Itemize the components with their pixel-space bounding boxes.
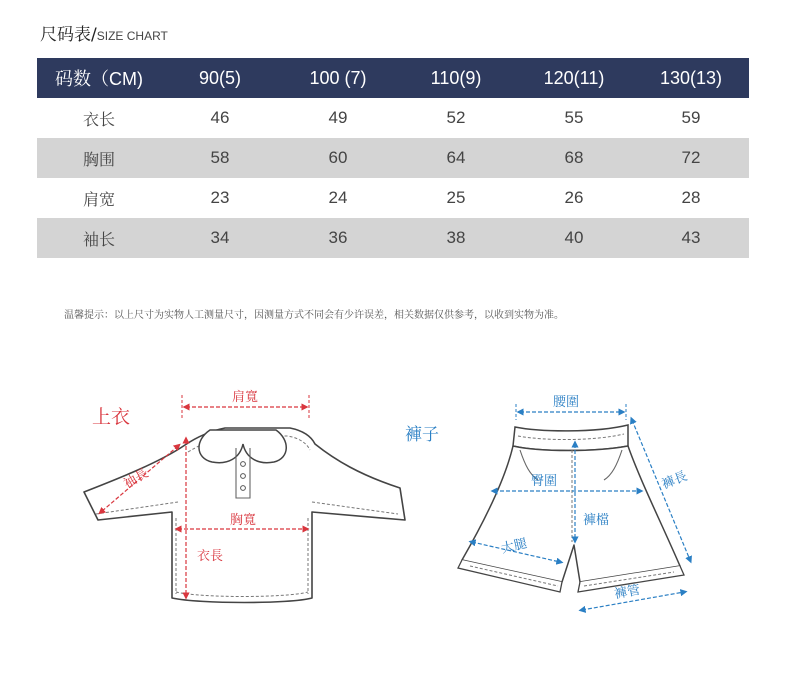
label-thigh: 大腿 [499, 536, 529, 557]
table-row [37, 218, 749, 258]
table-cell: 52 [446, 108, 466, 127]
pants-diagram [405, 395, 690, 610]
size-chart-title [40, 20, 168, 45]
header-col: 110(9) [397, 58, 515, 98]
label-hip: 臀圍 [530, 474, 558, 489]
label-leg-opening: 褲管 [613, 582, 642, 603]
label-length: 衣長 [196, 549, 224, 564]
table-cell: 46 [210, 108, 230, 127]
header-col: 100 (7) [279, 58, 397, 98]
button-icon [241, 474, 246, 479]
table-row [37, 98, 749, 138]
table-cell: 49 [328, 108, 348, 127]
row-label: 肩宽 [82, 189, 115, 209]
label-waist: 腰圍 [552, 395, 580, 410]
pants-heading: 褲子 [405, 425, 439, 445]
label-chest: 胸寬 [229, 513, 257, 528]
table-cell: 26 [564, 188, 584, 207]
table-cell: 28 [681, 188, 701, 207]
header-col: 120(11) [515, 58, 633, 98]
table-header-row [37, 58, 749, 98]
header-size: 码数（CM) [37, 58, 161, 98]
row-label: 袖长 [37, 218, 161, 258]
table-cell: 68 [515, 138, 633, 178]
measurement-note: 温馨提示：以上尺寸为实物人工测量尺寸，因测量方式不同会有少许误差，相关数据仅供参考，以收到实物为准。 [64, 310, 564, 321]
table-cell: 59 [681, 108, 701, 127]
label-rise: 褲檔 [582, 513, 610, 528]
table-cell: 36 [279, 218, 397, 258]
table-cell: 24 [328, 188, 348, 207]
table-cell: 55 [564, 108, 584, 127]
header-col: 90(5) [161, 58, 279, 98]
label-sleeve: 袖長 [121, 465, 152, 492]
table-cell: 60 [279, 138, 397, 178]
table-row [37, 138, 749, 178]
top-heading: 上衣 [92, 406, 131, 428]
table-cell: 38 [397, 218, 515, 258]
label-shoulder: 肩寬 [231, 390, 259, 405]
table-cell: 43 [633, 218, 749, 258]
title-cn: 尺码表/ [40, 25, 97, 45]
label-leg-length: 褲長 [659, 468, 690, 493]
shirt-diagram [84, 390, 405, 603]
table-row [37, 178, 749, 218]
table-cell: 72 [633, 138, 749, 178]
table-cell: 34 [161, 218, 279, 258]
measurement-diagrams [0, 370, 790, 630]
table-cell: 40 [515, 218, 633, 258]
button-icon [241, 486, 246, 491]
table-cell: 25 [446, 188, 466, 207]
row-label: 衣长 [82, 109, 115, 129]
pants-outline [462, 446, 680, 582]
button-icon [241, 462, 246, 467]
table-cell: 64 [397, 138, 515, 178]
table-cell: 23 [210, 188, 230, 207]
title-en: SIZE CHART [96, 29, 168, 43]
table-cell: 58 [161, 138, 279, 178]
row-label: 胸围 [37, 138, 161, 178]
size-table [37, 58, 749, 258]
header-col: 130(13) [633, 58, 749, 98]
